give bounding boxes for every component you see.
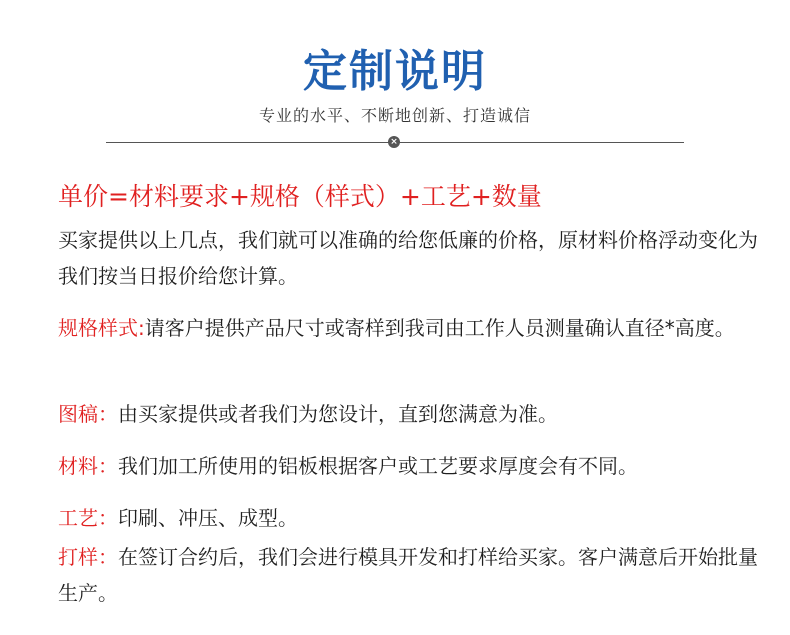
section-text: 印刷、冲压、成型。 <box>118 506 298 530</box>
page-title: 定制说明 <box>303 46 487 97</box>
section-text: 由买家提供或者我们为您设计，直到您满意为准。 <box>118 402 558 426</box>
section-label: 打样： <box>58 545 118 569</box>
section-label: 图稿： <box>58 402 118 426</box>
intro-paragraph: 买家提供以上几点，我们就可以准确的给您低廉的价格，原材料价格浮动变化为我们按当日报价给您计算。 <box>58 228 758 288</box>
section-text: 请客户提供产品尺寸或寄样到我司由工作人员测量确认直径*高度。 <box>144 316 735 340</box>
price-formula: 单价=材料要求+规格（样式）+工艺+数量 <box>58 182 542 211</box>
section-label: 工艺： <box>58 506 118 530</box>
divider-ornament-icon: × <box>388 136 400 148</box>
section-label: 规格样式: <box>58 316 145 340</box>
section-artwork <box>58 396 758 432</box>
section-spec-style <box>58 310 758 346</box>
section-craft <box>58 500 758 536</box>
section-text: 在签订合约后，我们会进行模具开发和打样给买家。客户满意后开始批量生产。 <box>58 545 758 605</box>
section-label: 材料： <box>58 454 118 478</box>
section-text: 我们加工所使用的铝板根据客户或工艺要求厚度会有不同。 <box>118 454 638 478</box>
section-material <box>58 448 758 484</box>
section-sampling <box>58 539 758 611</box>
page-subtitle: 专业的水平、不断地创新、打造诚信 <box>258 106 531 125</box>
